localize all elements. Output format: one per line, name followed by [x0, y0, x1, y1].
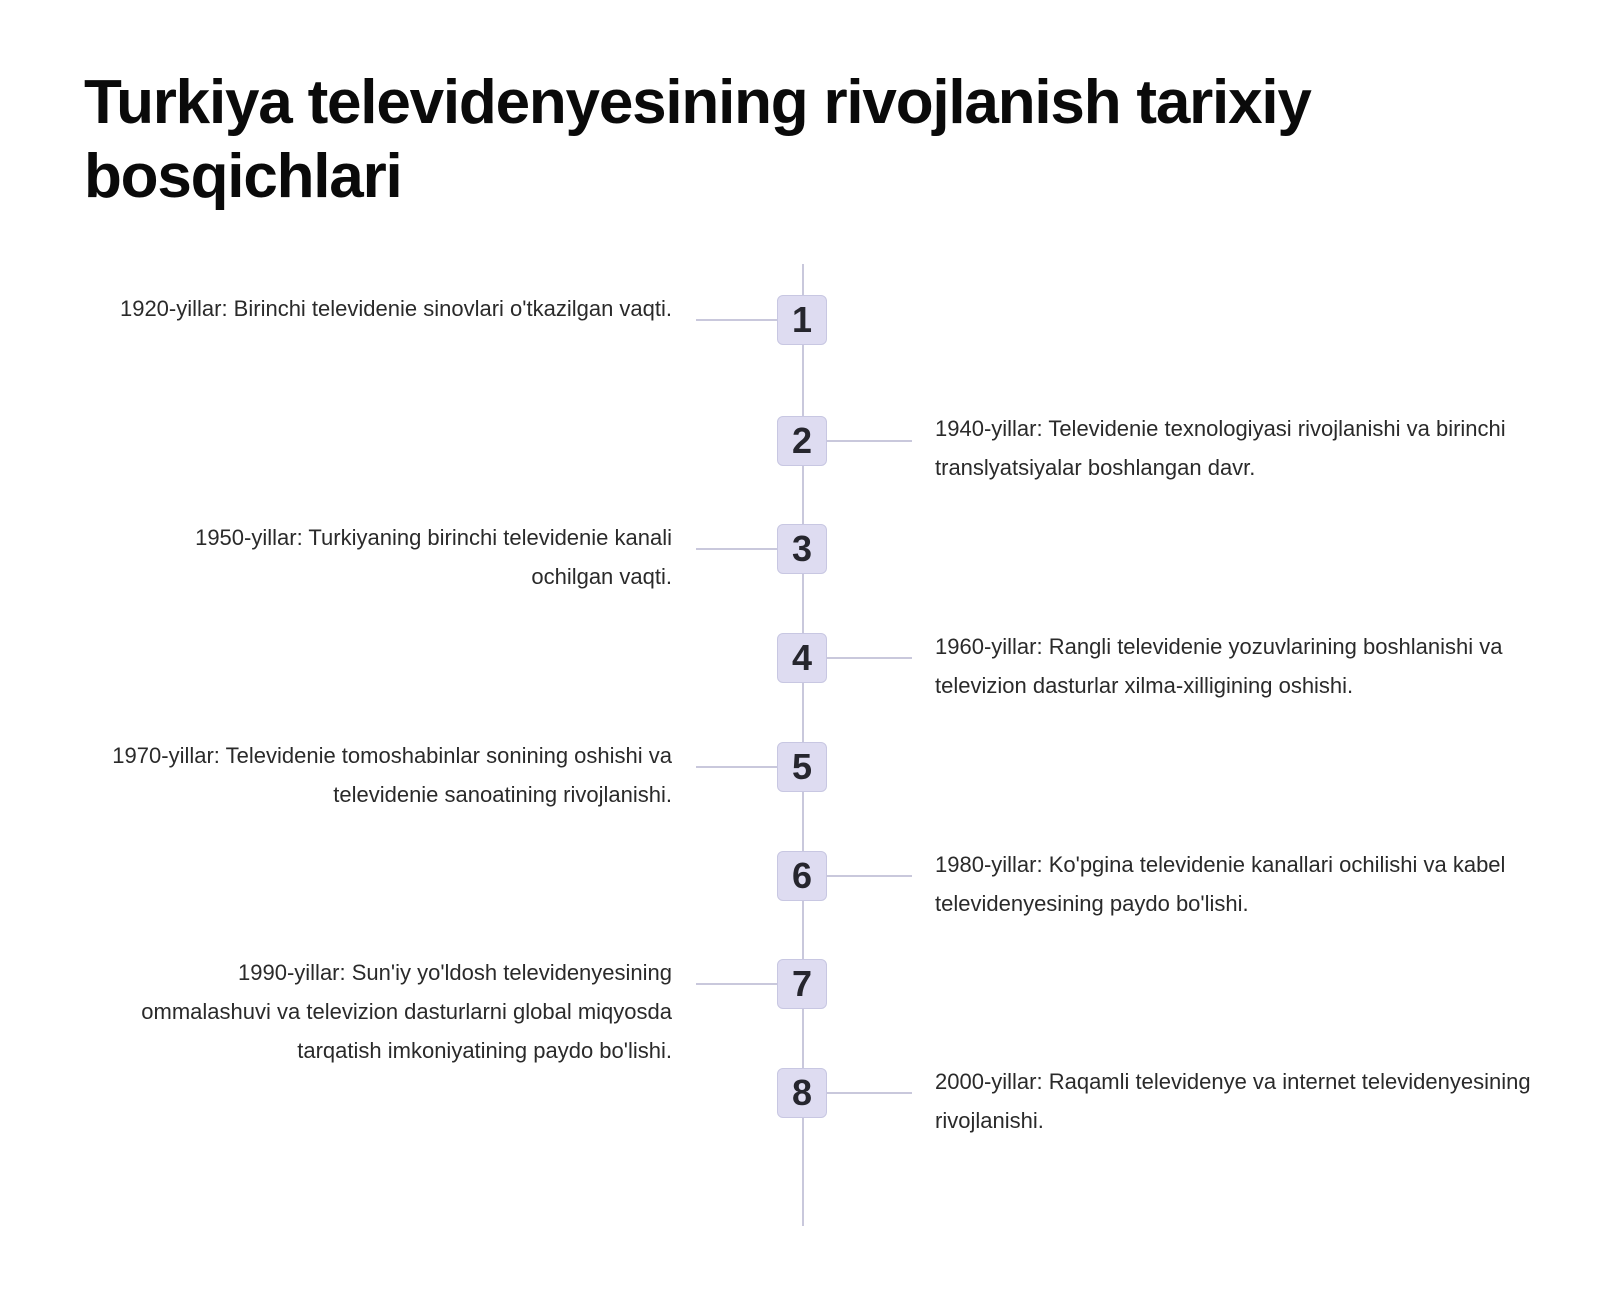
- timeline-connector: [826, 657, 912, 659]
- timeline-step-badge: 4: [777, 633, 827, 683]
- timeline-connector: [696, 983, 778, 985]
- timeline-connector: [696, 766, 778, 768]
- timeline-event-text: 2000-yillar: Raqamli televidenye va internet televidenyesining rivojlanishi.: [935, 1069, 1531, 1133]
- timeline-step-badge: 2: [777, 416, 827, 466]
- timeline-event-text: 1950-yillar: Turkiyaning birinchi televidenie kanali ochilgan vaqti.: [195, 525, 672, 589]
- timeline-step-badge: 5: [777, 742, 827, 792]
- timeline-event-text: 1940-yillar: Televidenie texnologiyasi rivojlanishi va birinchi translyatsiyalar boshlangan davr.: [935, 416, 1506, 480]
- timeline-step-badge: 6: [777, 851, 827, 901]
- timeline-event-text: 1980-yillar: Ko'pgina televidenie kanallari ochilishi va kabel televidenyesining paydo bo'lishi.: [935, 852, 1506, 916]
- timeline-connector: [826, 440, 912, 442]
- timeline-connector: [826, 1092, 912, 1094]
- timeline-step-badge: 3: [777, 524, 827, 574]
- timeline-connector: [696, 319, 778, 321]
- timeline-event-text: 1960-yillar: Rangli televidenie yozuvlarining boshlanishi va televizion dasturlar xilma-xilligining oshishi.: [935, 634, 1503, 698]
- timeline-step-badge: 7: [777, 959, 827, 1009]
- timeline-step-badge: 1: [777, 295, 827, 345]
- timeline-event-text: 1970-yillar: Televidenie tomoshabinlar sonining oshishi va televidenie sanoatining rivojlanishi.: [112, 743, 672, 807]
- timeline-step-badge: 8: [777, 1068, 827, 1118]
- timeline-connector: [826, 875, 912, 877]
- timeline-event-text: 1990-yillar: Sun'iy yo'ldosh televidenyesining ommalashuvi va televizion dasturlarni global miqyosda tarqatish imkoniyatining paydo bo'lishi.: [141, 960, 672, 1063]
- timeline-event-text: 1920-yillar: Birinchi televidenie sinovlari o'tkazilgan vaqti.: [119, 296, 672, 321]
- timeline-connector: [696, 548, 778, 550]
- page-title: Turkiya televidenyesining rivojlanish tarixiy bosqichlari: [84, 68, 1311, 211]
